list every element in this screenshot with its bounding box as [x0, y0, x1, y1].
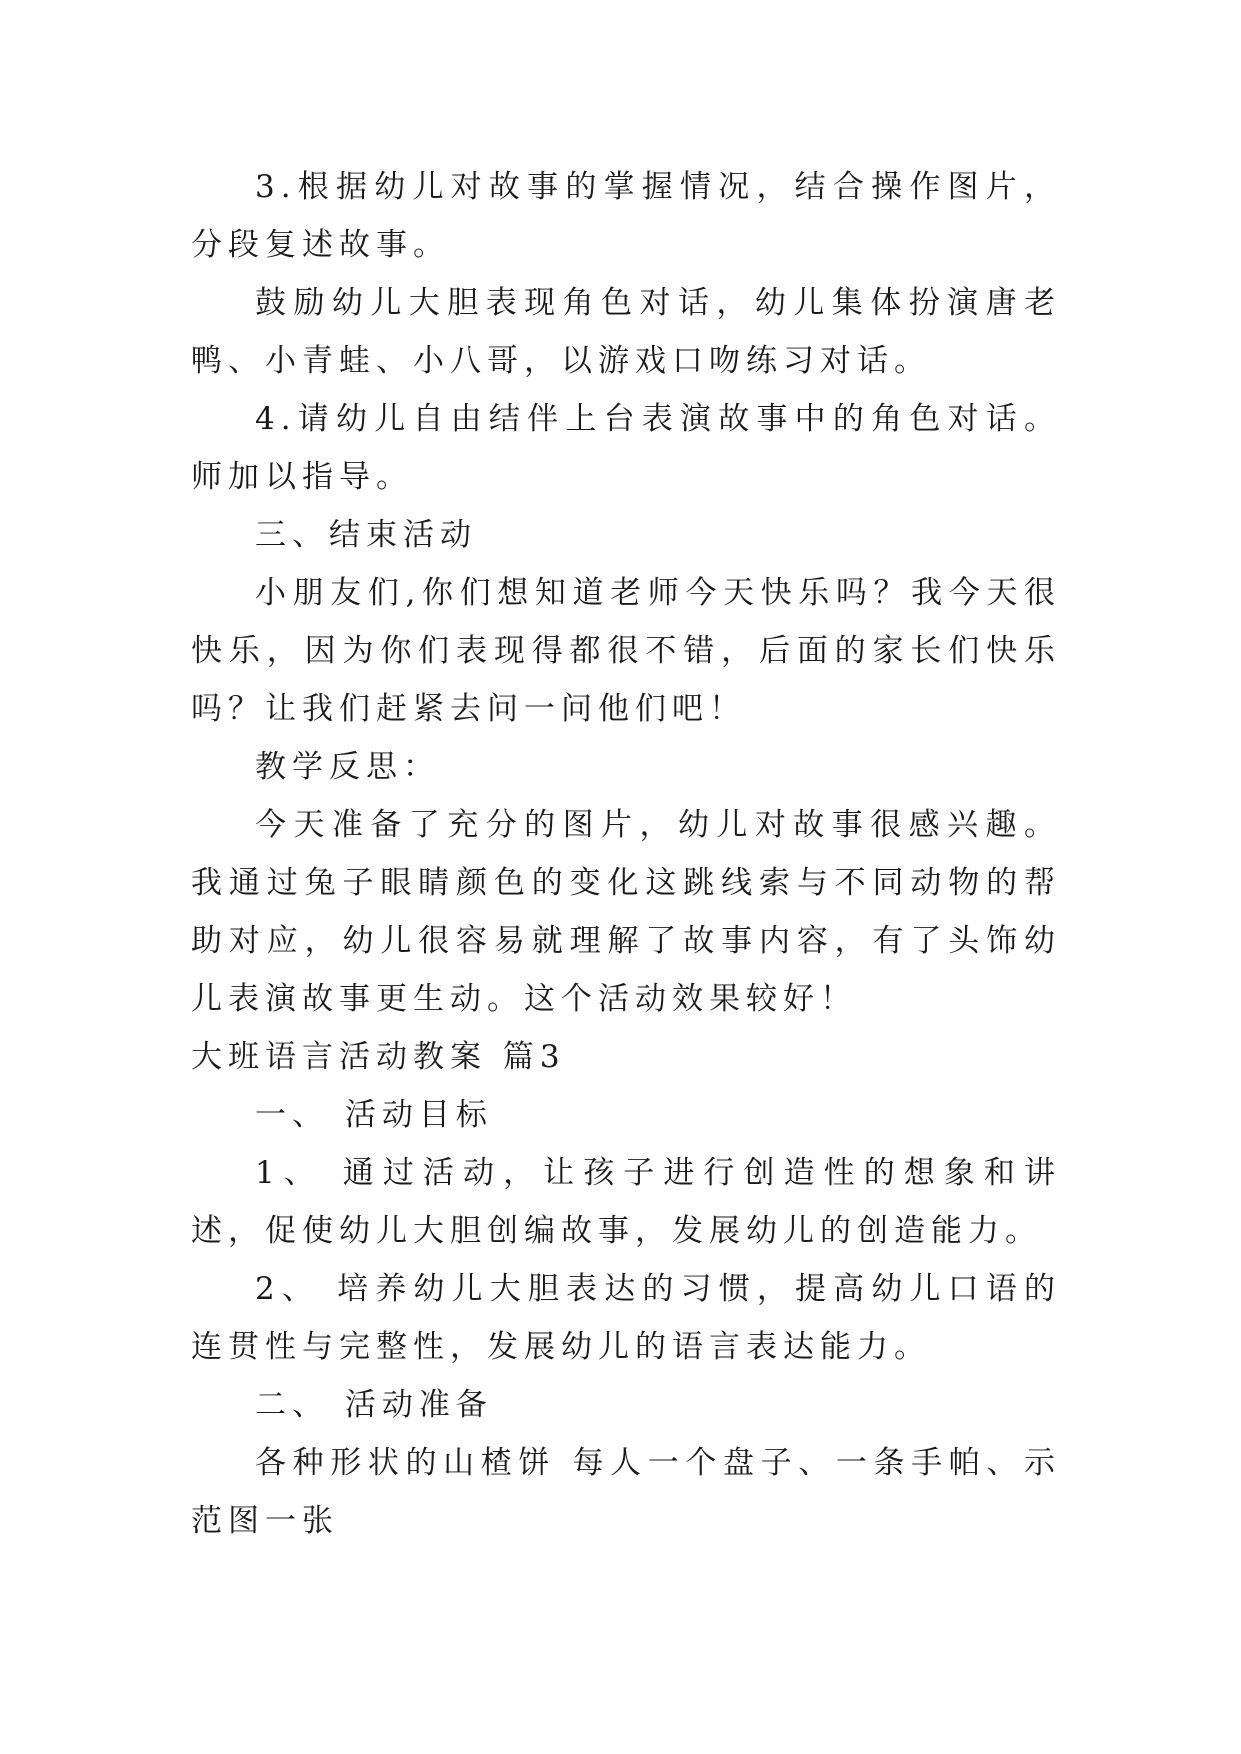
paragraph-reflection: 今天准备了充分的图片，幼儿对故事很感兴趣。我通过兔子眼睛颜色的变化这跳线索与不同动物的帮助对应，幼儿很容易就理解了故事内容，有了头饰幼儿表演故事更生动。这个活动效果较好！: [191, 807, 1061, 1017]
paragraph-end-activity-heading: 三、结束活动: [255, 517, 477, 553]
paragraph-goal-2: 2、 培养幼儿大胆表达的习惯，提高幼儿口语的连贯性与完整性，发展幼儿的语言表达能力。: [191, 1271, 1061, 1365]
paragraph-goals-heading: 一、 活动目标: [255, 1097, 493, 1133]
section-title: 大班语言活动教案 篇3: [191, 1039, 566, 1075]
document-body: [191, 158, 1061, 1550]
paragraph-preparation-heading: 二、 活动准备: [255, 1387, 493, 1423]
paragraph-stage-performance: 4.请幼儿自由结伴上台表演故事中的角色对话。师加以指导。: [191, 401, 1061, 495]
paragraph-reflection-heading: 教学反思：: [255, 749, 440, 785]
paragraph-goal-1: 1、 通过活动，让孩子进行创造性的想象和讲述，促使幼儿大胆创编故事，发展幼儿的创造能力。: [191, 1155, 1061, 1249]
paragraph-role-dialogue: 鼓励幼儿大胆表现角色对话，幼儿集体扮演唐老鸭、小青蛙、小八哥，以游戏口吻练习对话。: [191, 285, 1061, 379]
paragraph-preparation: 各种形状的山楂饼 每人一个盘子、一条手帕、示范图一张: [191, 1445, 1061, 1539]
paragraph-closing-remarks: 小朋友们,你们想知道老师今天快乐吗？我今天很快乐，因为你们表现得都很不错，后面的家长们快乐吗？让我们赶紧去问一问他们吧！: [191, 575, 1061, 727]
paragraph-retell-story: 3.根据幼儿对故事的掌握情况，结合操作图片，分段复述故事。: [191, 169, 1061, 263]
